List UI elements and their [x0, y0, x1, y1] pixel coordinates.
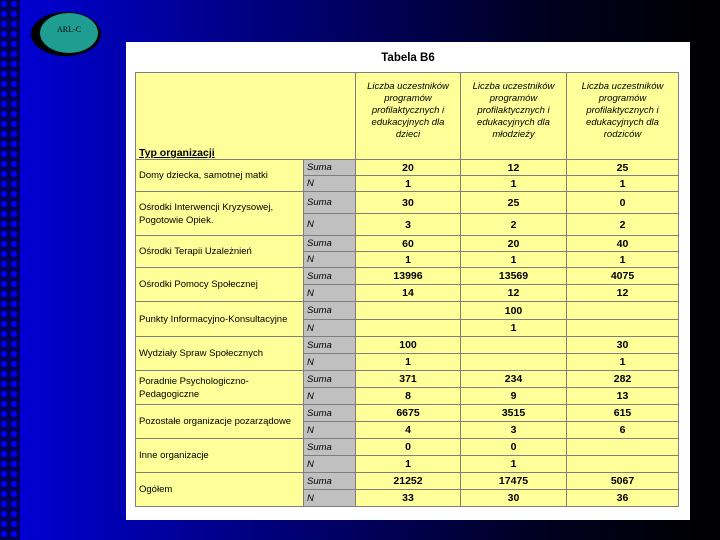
- suma-label: Suma: [304, 371, 356, 388]
- suma-value: 25: [567, 160, 679, 176]
- suma-label: Suma: [304, 192, 356, 214]
- table-row: [136, 439, 679, 456]
- suma-value: 20: [461, 236, 567, 252]
- suma-value: 40: [567, 236, 679, 252]
- suma-value: [356, 302, 461, 320]
- table-row: [136, 192, 679, 214]
- table-row: [136, 236, 679, 252]
- suma-value: 0: [567, 192, 679, 214]
- n-value: 1: [567, 252, 679, 268]
- table-row: [136, 160, 679, 176]
- suma-value: 234: [461, 371, 567, 388]
- suma-value: 100: [356, 337, 461, 354]
- logo-text: ARL-C: [57, 25, 81, 34]
- n-value: 13: [567, 388, 679, 405]
- suma-value: 13569: [461, 268, 567, 285]
- n-label: N: [304, 252, 356, 268]
- n-value: 1: [461, 456, 567, 473]
- n-value: [461, 354, 567, 371]
- n-value: 1: [461, 176, 567, 192]
- suma-value: 60: [356, 236, 461, 252]
- table-row: [136, 268, 679, 285]
- n-value: 1: [461, 320, 567, 337]
- suma-value: 5067: [567, 473, 679, 490]
- organization-name: Poradnie Psychologiczno-Pedagogiczne: [136, 371, 304, 405]
- n-value: 12: [567, 285, 679, 302]
- n-value: 3: [461, 422, 567, 439]
- suma-value: 17475: [461, 473, 567, 490]
- suma-value: 282: [567, 371, 679, 388]
- type-header: Typ organizacji: [136, 73, 356, 160]
- organization-name: Punkty Informacyjno-Konsultacyjne: [136, 302, 304, 337]
- n-label: N: [304, 422, 356, 439]
- n-value: 1: [356, 176, 461, 192]
- suma-value: 0: [356, 439, 461, 456]
- left-decorative-squares: [0, 0, 20, 540]
- n-value: 30: [461, 490, 567, 507]
- table-row: [136, 405, 679, 422]
- n-value: [356, 320, 461, 337]
- n-value: 1: [567, 354, 679, 371]
- n-value: 1: [356, 456, 461, 473]
- suma-label: Suma: [304, 268, 356, 285]
- suma-value: [461, 337, 567, 354]
- n-value: 1: [356, 354, 461, 371]
- suma-value: 20: [356, 160, 461, 176]
- suma-value: 4075: [567, 268, 679, 285]
- n-value: 6: [567, 422, 679, 439]
- n-label: N: [304, 320, 356, 337]
- n-value: 8: [356, 388, 461, 405]
- n-value: 1: [356, 252, 461, 268]
- n-value: 14: [356, 285, 461, 302]
- n-label: N: [304, 456, 356, 473]
- header-youth: Liczba uczestników programów profilaktycznych i edukacyjnych dla młodzieży: [461, 73, 567, 160]
- n-value: 1: [567, 176, 679, 192]
- organization-name: Wydziały Spraw Społecznych: [136, 337, 304, 371]
- n-label: N: [304, 176, 356, 192]
- organization-name: Ośrodki Interwencji Kryzysowej, Pogotowie Opiek.: [136, 192, 304, 236]
- suma-value: 6675: [356, 405, 461, 422]
- n-value: 9: [461, 388, 567, 405]
- suma-value: [567, 302, 679, 320]
- suma-value: [567, 439, 679, 456]
- table-row: [136, 371, 679, 388]
- n-value: 33: [356, 490, 461, 507]
- organization-name: Ośrodki Terapii Uzależnień: [136, 236, 304, 268]
- suma-label: Suma: [304, 337, 356, 354]
- suma-label: Suma: [304, 405, 356, 422]
- n-value: [567, 320, 679, 337]
- organization-name: Pozostałe organizacje pozarządowe: [136, 405, 304, 439]
- organization-name: Domy dziecka, samotnej matki: [136, 160, 304, 192]
- table-row: [136, 302, 679, 320]
- n-value: 1: [461, 252, 567, 268]
- suma-value: 30: [356, 192, 461, 214]
- suma-label: Suma: [304, 302, 356, 320]
- n-label: N: [304, 285, 356, 302]
- suma-value: 25: [461, 192, 567, 214]
- organization-name: Ośrodki Pomocy Społecznej: [136, 268, 304, 302]
- data-table: [135, 72, 679, 507]
- suma-value: 12: [461, 160, 567, 176]
- suma-value: 0: [461, 439, 567, 456]
- n-value: 3: [356, 214, 461, 236]
- suma-value: 13996: [356, 268, 461, 285]
- n-label: N: [304, 388, 356, 405]
- n-value: [567, 456, 679, 473]
- header-children: Liczba uczestników programów profilaktycznych i edukacyjnych dla dzieci: [356, 73, 461, 160]
- suma-value: 3515: [461, 405, 567, 422]
- suma-value: 21252: [356, 473, 461, 490]
- n-label: N: [304, 490, 356, 507]
- suma-label: Suma: [304, 439, 356, 456]
- n-value: 2: [461, 214, 567, 236]
- suma-value: 615: [567, 405, 679, 422]
- suma-label: Suma: [304, 236, 356, 252]
- organization-name: Inne organizacje: [136, 439, 304, 473]
- suma-label: Suma: [304, 473, 356, 490]
- n-value: 36: [567, 490, 679, 507]
- n-value: 12: [461, 285, 567, 302]
- suma-value: 371: [356, 371, 461, 388]
- header-row: [136, 73, 679, 160]
- n-label: N: [304, 214, 356, 236]
- table-row: [136, 337, 679, 354]
- n-label: N: [304, 354, 356, 371]
- suma-value: 30: [567, 337, 679, 354]
- table-row: [136, 473, 679, 490]
- header-parents: Liczba uczestników programów profilaktycznych i edukacyjnych dla rodziców: [567, 73, 679, 160]
- organization-name: Ogółem: [136, 473, 304, 507]
- table-title: Tabela B6: [381, 52, 435, 64]
- n-value: 4: [356, 422, 461, 439]
- n-value: 2: [567, 214, 679, 236]
- suma-value: 100: [461, 302, 567, 320]
- suma-label: Suma: [304, 160, 356, 176]
